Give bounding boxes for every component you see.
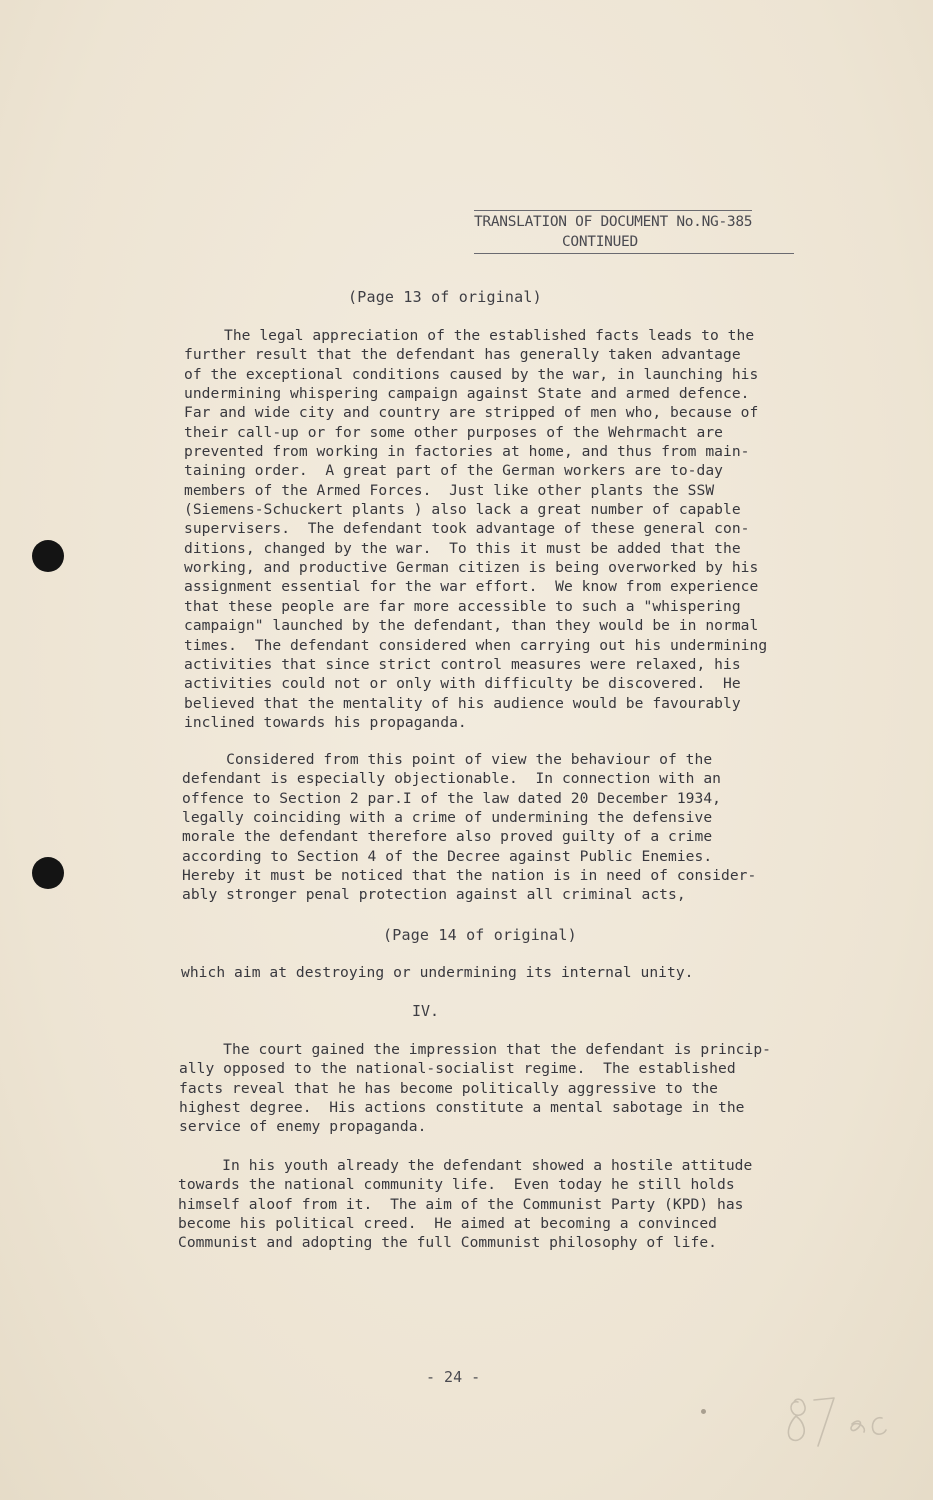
section-number: IV. <box>412 1002 440 1020</box>
page-reference-13: (Page 13 of original) <box>348 288 542 306</box>
document-title: TRANSLATION OF DOCUMENT No.NG-385 <box>474 210 752 232</box>
punch-hole-top <box>32 540 64 572</box>
paragraph-3: The court gained the impression that the defendant is princip- ally opposed to the national-socialist regime. The established facts reveal that he has become politically aggressive to the highest degree. His actions constitute a mental sabotage in the service of enemy propaganda. <box>179 1041 772 1136</box>
paragraph-1: The legal appreciation of the established facts leads to the further result that the defendant has generally taken advantage of the exceptional conditions caused by the war, in launching his undermining whispering campaign against State and armed defence. Far and wide city and country are stripped of men who, because of their call-up or for some other purposes of the Wehrmacht are prevented from working in factories at home, and thus from main- taining order. A great part of the German workers are to-day members of the Armed Forces. Just like other plants the SSW (Siemens-Schuckert plants ) also lack a great number of capable supervisers. The defendant took advantage of these general con- ditions, changed by the war. To this it must be added that the working, and productive German citizen is being overworked by his assignment essential for the war effort. We know from experience that these people are far more accessible to such a "whispering campaign" launched by the defendant, than they would be in normal times. The defendant considered when carrying out his undermining activities that since strict control measures were relaxed, his activities could not or only with difficulty be discovered. He believed that the mentality of his audience would be favourably inclined towards his propaganda. <box>184 327 768 731</box>
document-subtitle: CONTINUED <box>474 232 794 254</box>
continuation-line: which aim at destroying or undermining its internal unity. <box>181 964 694 981</box>
handwritten-note-drawing <box>778 1388 898 1458</box>
handwritten-note <box>778 1388 898 1458</box>
page-reference-14: (Page 14 of original) <box>383 926 577 944</box>
document-header <box>474 210 794 254</box>
paper-speck <box>701 1409 706 1414</box>
punch-hole-bottom <box>32 857 64 889</box>
paragraph-4: In his youth already the defendant showed a hostile attitude towards the national community life. Even today he still holds himself aloof from it. The aim of the Communist Party (KPD) has become his political creed. He aimed at becoming a convinced Communist and adopting the full Communist philosophy of life. <box>178 1157 753 1252</box>
paragraph-2: Considered from this point of view the behaviour of the defendant is especially objectionable. In connection with an offence to Section 2 par.I of the law dated 20 December 1934, legally coinciding with a crime of undermining the defensive morale the defendant therefore also proved guilty of a crime according to Section 4 of the Decree against Public Enemies. Hereby it must be noticed that the nation is in need of consider- ably stronger penal protection against all criminal acts, <box>182 751 757 904</box>
page-number: - 24 - <box>426 1368 481 1386</box>
